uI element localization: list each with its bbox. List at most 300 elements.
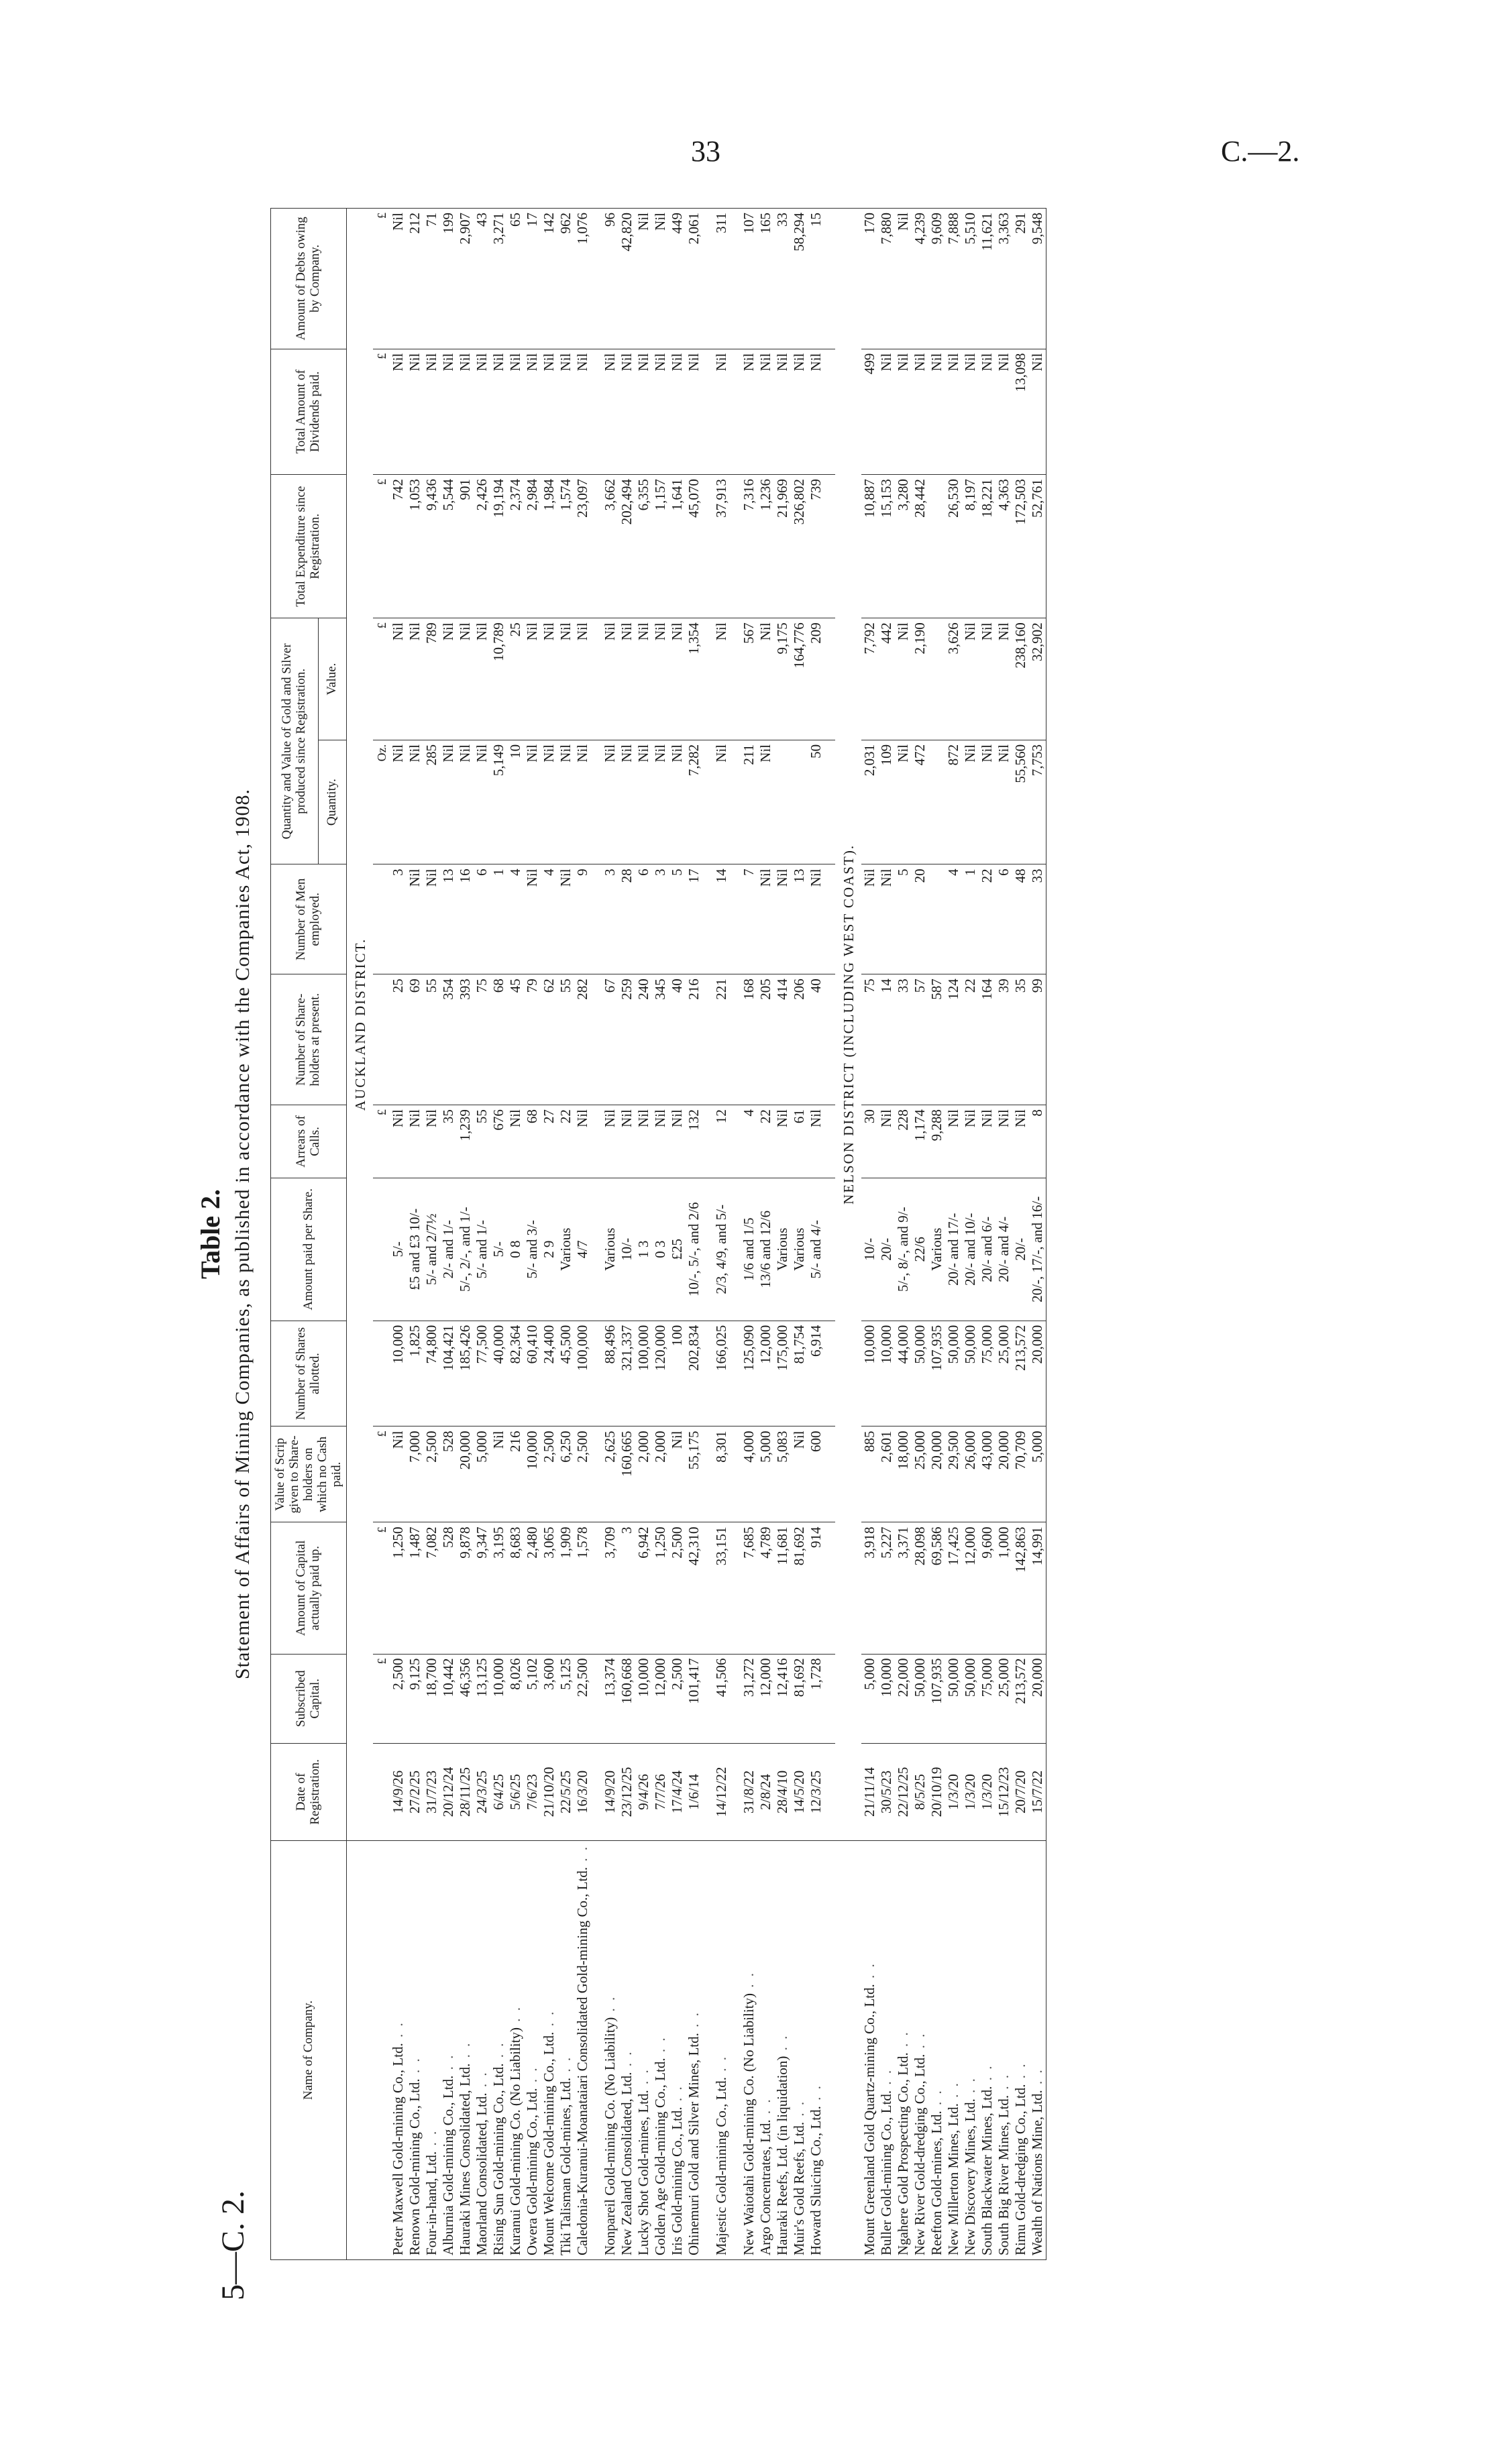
company-name: Caledonia-Kuranui-Moanataiari Consolidated Gold-mining Co., Ltd. . . xyxy=(574,1840,591,2259)
cell-quantity: 10 xyxy=(507,740,524,864)
cell-holders: 45 xyxy=(507,974,524,1105)
cell-holders: 75 xyxy=(474,974,490,1105)
cell-shares: 185,426 xyxy=(457,1321,474,1426)
cell-shares: 6,914 xyxy=(808,1321,824,1426)
cell-scrip: 5,083 xyxy=(774,1426,791,1522)
cell-dividends: 499 xyxy=(861,349,878,475)
company-name: Muir's Gold Reefs, Ltd. . . xyxy=(791,1840,808,2259)
cell-dividends: Nil xyxy=(791,349,808,475)
cell-expenditure: 9,436 xyxy=(423,475,440,618)
cell-dividends: Nil xyxy=(474,349,490,475)
dot-leader: . . xyxy=(574,1844,591,1867)
cell-debts: 65 xyxy=(507,209,524,349)
cell-expenditure: 202,494 xyxy=(618,475,635,618)
cell-holders: 221 xyxy=(713,974,730,1105)
cell-men: 9 xyxy=(574,864,591,974)
unit-arrears: £ xyxy=(373,1105,390,1178)
col-expenditure: Total Expenditure since Registration. xyxy=(271,475,347,618)
cell-date: 20/12/24 xyxy=(440,1743,457,1840)
cell-arrears: Nil xyxy=(669,1105,686,1178)
cell-per-share: 20/- and 6/- xyxy=(979,1178,996,1321)
spacer-cell xyxy=(824,1654,835,1743)
cell-date: 1/3/20 xyxy=(979,1743,996,1840)
spacer-cell xyxy=(730,1321,741,1426)
cell-paid-up: 1,578 xyxy=(574,1522,591,1654)
cell-debts: 71 xyxy=(423,209,440,349)
cell-men: 22 xyxy=(979,864,996,974)
cell-value: Nil xyxy=(757,618,774,740)
cell-per-share: Various xyxy=(791,1178,808,1321)
cell-men: 3 xyxy=(602,864,618,974)
cell-value: 10,789 xyxy=(490,618,507,740)
cell-arrears: Nil xyxy=(602,1105,618,1178)
cell-date: 24/3/25 xyxy=(474,1743,490,1840)
cell-shares: 45,500 xyxy=(557,1321,574,1426)
cell-paid-up: 9,347 xyxy=(474,1522,490,1654)
cell-per-share: Various xyxy=(774,1178,791,1321)
cell-subscribed: 8,026 xyxy=(507,1654,524,1743)
cell-debts: 3,363 xyxy=(996,209,1012,349)
spacer-cell xyxy=(702,864,713,974)
cell-shares: 10,000 xyxy=(861,1321,878,1426)
cell-scrip: Nil xyxy=(390,1426,407,1522)
cell-quantity: Nil xyxy=(669,740,686,864)
cell-paid-up: 9,600 xyxy=(979,1522,996,1654)
dot-leader: . . xyxy=(457,2041,474,2064)
company-name: South Big River Mines, Ltd. . . xyxy=(996,1840,1012,2259)
cell-holders: 67 xyxy=(602,974,618,1105)
cell-debts: 107 xyxy=(741,209,757,349)
cell-debts: 199 xyxy=(440,209,457,349)
cell-scrip: 2,500 xyxy=(541,1426,557,1522)
table-row xyxy=(635,209,652,2260)
cell-scrip: 885 xyxy=(861,1426,878,1522)
unit-men xyxy=(373,864,390,974)
company-name: Ngahere Gold Prospecting Co., Ltd. . . xyxy=(895,1840,912,2259)
cell-scrip: 20,000 xyxy=(996,1426,1012,1522)
dot-leader: . . xyxy=(669,2084,686,2107)
spacer-cell xyxy=(824,618,835,740)
cell-dividends: Nil xyxy=(407,349,423,475)
cell-arrears: Nil xyxy=(878,1105,895,1178)
cell-men: 6 xyxy=(996,864,1012,974)
dot-leader: . . xyxy=(878,2068,895,2090)
cell-debts: 3,271 xyxy=(490,209,507,349)
cell-value: 25 xyxy=(507,618,524,740)
cell-value: Nil xyxy=(996,618,1012,740)
table-row xyxy=(557,209,574,2260)
cell-date: 30/5/23 xyxy=(878,1743,895,1840)
cell-value: 9,175 xyxy=(774,618,791,740)
cell-dividends: Nil xyxy=(507,349,524,475)
cell-shares: 77,500 xyxy=(474,1321,490,1426)
spacer-cell xyxy=(591,349,602,475)
cell-per-share: £25 xyxy=(669,1178,686,1321)
cell-holders: 168 xyxy=(741,974,757,1105)
cell-expenditure: 10,887 xyxy=(861,475,878,618)
col-debts: Amount of Debts owing by Company. xyxy=(271,209,347,349)
cell-date: 31/7/23 xyxy=(423,1743,440,1840)
cell-date: 20/7/20 xyxy=(1012,1743,1029,1840)
spacer-cell xyxy=(591,1840,602,2259)
spacer-cell xyxy=(730,1178,741,1321)
cell-shares: 50,000 xyxy=(912,1321,928,1426)
company-name: New Waiotahi Gold-mining Co. (No Liability) . . xyxy=(741,1840,757,2259)
cell-date: 14/12/22 xyxy=(713,1743,730,1840)
cell-shares: 100,000 xyxy=(574,1321,591,1426)
cell-per-share: 20/- and 4/- xyxy=(996,1178,1012,1321)
cell-men: 33 xyxy=(1029,864,1046,974)
cell-expenditure: 901 xyxy=(457,475,474,618)
cell-quantity: Nil xyxy=(635,740,652,864)
cell-date: 16/3/20 xyxy=(574,1743,591,1840)
cell-date: 7/6/23 xyxy=(524,1743,541,1840)
cell-dividends: Nil xyxy=(635,349,652,475)
cell-quantity: Nil xyxy=(541,740,557,864)
cell-quantity xyxy=(774,740,791,864)
cell-shares: 120,000 xyxy=(652,1321,669,1426)
district-heading-row xyxy=(347,209,374,2260)
cell-dividends: Nil xyxy=(962,349,979,475)
spacer-cell xyxy=(730,475,741,618)
page-reference: C.—2. xyxy=(1221,135,1300,168)
table-row xyxy=(861,209,878,2260)
cell-expenditure: 1,574 xyxy=(557,475,574,618)
cell-scrip: 8,301 xyxy=(713,1426,730,1522)
cell-holders: 25 xyxy=(390,974,407,1105)
cell-debts: 962 xyxy=(557,209,574,349)
dot-leader: . . xyxy=(652,2035,669,2058)
cell-scrip: 2,601 xyxy=(878,1426,895,1522)
cell-date: 14/9/26 xyxy=(390,1743,407,1840)
col-per-share: Amount paid per Share. xyxy=(271,1178,347,1321)
cell-subscribed: 31,272 xyxy=(741,1654,757,1743)
table-row xyxy=(474,209,490,2260)
cell-men: Nil xyxy=(407,864,423,974)
district-heading-auckland: AUCKLAND DISTRICT. xyxy=(347,209,374,1841)
company-name: Reefton Gold-mines, Ltd. . . xyxy=(928,1840,945,2259)
cell-expenditure xyxy=(928,475,945,618)
cell-date: 6/4/25 xyxy=(490,1743,507,1840)
cell-holders: 35 xyxy=(1012,974,1029,1105)
cell-arrears: Nil xyxy=(945,1105,962,1178)
cell-debts: Nil xyxy=(652,209,669,349)
cell-paid-up: 142,863 xyxy=(1012,1522,1029,1654)
table-row xyxy=(791,209,808,2260)
cell-expenditure: 1,984 xyxy=(541,475,557,618)
cell-arrears: Nil xyxy=(962,1105,979,1178)
cell-paid-up: 3,195 xyxy=(490,1522,507,1654)
cell-men: 1 xyxy=(490,864,507,974)
cell-subscribed: 5,000 xyxy=(861,1654,878,1743)
cell-value: Nil xyxy=(524,618,541,740)
cell-shares: 40,000 xyxy=(490,1321,507,1426)
unit-subscribed: £ xyxy=(373,1654,390,1743)
dot-leader: . . xyxy=(635,2068,652,2090)
dot-leader: . . xyxy=(791,2099,808,2122)
cell-paid-up: 1,487 xyxy=(407,1522,423,1654)
spacer-cell xyxy=(824,1105,835,1178)
company-name: Lucky Shot Gold-mines, Ltd. . . xyxy=(635,1840,652,2259)
dot-leader: . . xyxy=(686,2011,702,2033)
cell-shares: 81,754 xyxy=(791,1321,808,1426)
cell-date: 7/7/26 xyxy=(652,1743,669,1840)
dot-leader: . . xyxy=(945,2081,962,2104)
company-name: Rising Sun Gold-mining Co., Ltd. . . xyxy=(490,1840,507,2259)
cell-debts: 96 xyxy=(602,209,618,349)
cell-dividends: Nil xyxy=(557,349,574,475)
cell-paid-up: 4,789 xyxy=(757,1522,774,1654)
cell-dividends: Nil xyxy=(686,349,702,475)
col-scrip: Value of Scrip given to Share-holders on which no Cash paid. xyxy=(271,1426,347,1522)
cell-debts: 33 xyxy=(774,209,791,349)
cell-value: Nil xyxy=(474,618,490,740)
cell-subscribed: 3,600 xyxy=(541,1654,557,1743)
cell-men: Nil xyxy=(808,864,824,974)
district-spacer xyxy=(835,1840,861,2259)
cell-holders: 40 xyxy=(808,974,824,1105)
cell-dividends: Nil xyxy=(912,349,928,475)
table-row xyxy=(457,209,474,2260)
cell-subscribed: 12,000 xyxy=(757,1654,774,1743)
table-row xyxy=(928,209,945,2260)
cell-men: 6 xyxy=(635,864,652,974)
cell-subscribed: 20,000 xyxy=(1029,1654,1046,1743)
cell-subscribed: 107,935 xyxy=(928,1654,945,1743)
cell-dividends: Nil xyxy=(524,349,541,475)
cell-value: Nil xyxy=(635,618,652,740)
cell-arrears: Nil xyxy=(996,1105,1012,1178)
cell-dividends: Nil xyxy=(669,349,686,475)
cell-shares: 44,000 xyxy=(895,1321,912,1426)
cell-value: Nil xyxy=(962,618,979,740)
cell-expenditure: 1,053 xyxy=(407,475,423,618)
cell-expenditure: 1,157 xyxy=(652,475,669,618)
spacer-row xyxy=(730,209,741,2260)
cell-men: 14 xyxy=(713,864,730,974)
cell-shares: 25,000 xyxy=(996,1321,1012,1426)
cell-quantity: 7,753 xyxy=(1029,740,1046,864)
unit-date xyxy=(373,1743,390,1840)
cell-debts: 165 xyxy=(757,209,774,349)
cell-per-share: 5/-, 2/-, and 1/- xyxy=(457,1178,474,1321)
cell-holders: 206 xyxy=(791,974,808,1105)
cell-paid-up: 11,681 xyxy=(774,1522,791,1654)
cell-paid-up: 1,000 xyxy=(996,1522,1012,1654)
cell-dividends: Nil xyxy=(895,349,912,475)
cell-paid-up: 2,480 xyxy=(524,1522,541,1654)
dot-leader: . . xyxy=(962,2076,979,2099)
spacer-cell xyxy=(591,1321,602,1426)
cell-quantity xyxy=(791,740,808,864)
spacer-cell xyxy=(591,1522,602,1654)
cell-per-share: 13/6 and 12/6 xyxy=(757,1178,774,1321)
unit-quantity: Oz. xyxy=(373,740,390,864)
cell-dividends: Nil xyxy=(618,349,635,475)
cell-debts: 7,880 xyxy=(878,209,895,349)
cell-quantity: 211 xyxy=(741,740,757,864)
cell-subscribed: 5,102 xyxy=(524,1654,541,1743)
spacer-cell xyxy=(730,1743,741,1840)
cell-shares: 88,496 xyxy=(602,1321,618,1426)
cell-arrears: 27 xyxy=(541,1105,557,1178)
cell-dividends: Nil xyxy=(390,349,407,475)
cell-paid-up: 12,000 xyxy=(962,1522,979,1654)
company-name: Maorland Consolidated, Ltd. . . xyxy=(474,1840,490,2259)
cell-arrears: 55 xyxy=(474,1105,490,1178)
cell-shares: 12,000 xyxy=(757,1321,774,1426)
cell-debts: 4,239 xyxy=(912,209,928,349)
cell-date: 15/12/23 xyxy=(996,1743,1012,1840)
cell-arrears: 8 xyxy=(1029,1105,1046,1178)
cell-date: 1/3/20 xyxy=(945,1743,962,1840)
cell-arrears: 68 xyxy=(524,1105,541,1178)
cell-expenditure: 6,355 xyxy=(635,475,652,618)
cell-debts: 2,907 xyxy=(457,209,474,349)
cell-per-share: 22/6 xyxy=(912,1178,928,1321)
cell-men: 5 xyxy=(669,864,686,974)
cell-date: 28/11/25 xyxy=(457,1743,474,1840)
cell-dividends: 13,098 xyxy=(1012,349,1029,475)
cell-dividends: Nil xyxy=(741,349,757,475)
spacer-cell xyxy=(702,1105,713,1178)
cell-paid-up: 1,909 xyxy=(557,1522,574,1654)
cell-scrip: 7,000 xyxy=(407,1426,423,1522)
cell-quantity: Nil xyxy=(457,740,474,864)
spacer-cell xyxy=(824,864,835,974)
cell-expenditure: 1,641 xyxy=(669,475,686,618)
cell-per-share: 1 3 xyxy=(635,1178,652,1321)
spacer-cell xyxy=(824,1426,835,1522)
company-name: New Discovery Mines, Ltd. . . xyxy=(962,1840,979,2259)
cell-per-share: 20/- and 10/- xyxy=(962,1178,979,1321)
col-gold-group: Quantity and Value of Gold and Silver produced since Registration. xyxy=(271,618,319,864)
rotated-table-region xyxy=(195,208,1308,2260)
dot-leader: . . xyxy=(774,2033,791,2056)
company-name: Tiki Talisman Gold-mines, Ltd. . . xyxy=(557,1840,574,2259)
cell-holders: 62 xyxy=(541,974,557,1105)
cell-quantity: Nil xyxy=(602,740,618,864)
cell-men: 13 xyxy=(440,864,457,974)
cell-paid-up: 2,500 xyxy=(669,1522,686,1654)
spacer-cell xyxy=(591,618,602,740)
company-name: Argo Concentrates, Ltd. . . xyxy=(757,1840,774,2259)
cell-dividends: Nil xyxy=(713,349,730,475)
cell-date: 12/3/25 xyxy=(808,1743,824,1840)
cell-date: 14/5/20 xyxy=(791,1743,808,1840)
spacer-row xyxy=(591,209,602,2260)
cell-value: Nil xyxy=(713,618,730,740)
cell-subscribed: 160,668 xyxy=(618,1654,635,1743)
cell-dividends: Nil xyxy=(878,349,895,475)
cell-per-share: 5/- and 4/- xyxy=(808,1178,824,1321)
spacer-cell xyxy=(730,1426,741,1522)
cell-value: 32,902 xyxy=(1029,618,1046,740)
spacer-cell xyxy=(591,740,602,864)
company-name: Majestic Gold-mining Co., Ltd. . . xyxy=(713,1840,730,2259)
cell-per-share: Various xyxy=(557,1178,574,1321)
cell-expenditure: 7,316 xyxy=(741,475,757,618)
cell-holders: 68 xyxy=(490,974,507,1105)
cell-shares: 100,000 xyxy=(635,1321,652,1426)
cell-men: Nil xyxy=(524,864,541,974)
cell-per-share: 10/- xyxy=(618,1178,635,1321)
company-name: Alburnia Gold-mining Co., Ltd. . . xyxy=(440,1840,457,2259)
cell-value xyxy=(928,618,945,740)
cell-value: Nil xyxy=(979,618,996,740)
cell-arrears: 228 xyxy=(895,1105,912,1178)
cell-per-share: 2 9 xyxy=(541,1178,557,1321)
unit-debts: £ xyxy=(373,209,390,349)
cell-date: 27/2/25 xyxy=(407,1743,423,1840)
cell-arrears: Nil xyxy=(390,1105,407,1178)
dot-leader: . . xyxy=(861,1962,878,1984)
col-name: Name of Company. xyxy=(271,1840,347,2259)
cell-shares: 10,000 xyxy=(390,1321,407,1426)
cell-dividends: Nil xyxy=(440,349,457,475)
cell-expenditure: 2,984 xyxy=(524,475,541,618)
dot-leader: . . xyxy=(928,2088,945,2111)
cell-quantity: Nil xyxy=(895,740,912,864)
cell-scrip: 216 xyxy=(507,1426,524,1522)
cell-shares: 125,090 xyxy=(741,1321,757,1426)
cell-value: 2,190 xyxy=(912,618,928,740)
cell-date: 5/6/25 xyxy=(507,1743,524,1840)
cell-holders: 55 xyxy=(557,974,574,1105)
dot-leader: . . xyxy=(474,2070,490,2093)
cell-shares: 1,825 xyxy=(407,1321,423,1426)
cell-quantity: Nil xyxy=(962,740,979,864)
cell-arrears: 12 xyxy=(713,1105,730,1178)
cell-paid-up: 9,878 xyxy=(457,1522,474,1654)
col-shares: Number of Shares allotted. xyxy=(271,1321,347,1426)
spacer-cell xyxy=(730,864,741,974)
cell-arrears: 132 xyxy=(686,1105,702,1178)
cell-dividends: Nil xyxy=(945,349,962,475)
spacer-cell xyxy=(824,349,835,475)
cell-paid-up: 28,098 xyxy=(912,1522,928,1654)
spacer-cell xyxy=(702,1743,713,1840)
cell-date: 1/6/14 xyxy=(686,1743,702,1840)
company-name: South Blackwater Mines, Ltd. . . xyxy=(979,1840,996,2259)
cell-dividends: Nil xyxy=(652,349,669,475)
cell-paid-up: 6,942 xyxy=(635,1522,652,1654)
table-row xyxy=(741,209,757,2260)
cell-paid-up: 914 xyxy=(808,1522,824,1654)
cell-scrip: 2,500 xyxy=(574,1426,591,1522)
cell-subscribed: 2,500 xyxy=(669,1654,686,1743)
cell-quantity: Nil xyxy=(979,740,996,864)
table-row xyxy=(774,209,791,2260)
cell-value: Nil xyxy=(895,618,912,740)
unit-holders xyxy=(373,974,390,1105)
cell-per-share: 20/- xyxy=(1012,1178,1029,1321)
cell-dividends: Nil xyxy=(996,349,1012,475)
cell-date: 20/10/19 xyxy=(928,1743,945,1840)
cell-arrears: Nil xyxy=(635,1105,652,1178)
cell-dividends: Nil xyxy=(541,349,557,475)
company-name: New Millerton Mines, Ltd. . . xyxy=(945,1840,962,2259)
spacer-cell xyxy=(591,864,602,974)
spacer-cell xyxy=(824,740,835,864)
cell-subscribed: 13,125 xyxy=(474,1654,490,1743)
company-name: Kuranui Gold-mining Co. (No Liability) . . xyxy=(507,1840,524,2259)
cell-arrears: Nil xyxy=(979,1105,996,1178)
cell-subscribed: 18,700 xyxy=(423,1654,440,1743)
cell-arrears: Nil xyxy=(407,1105,423,1178)
cell-scrip: 2,500 xyxy=(423,1426,440,1522)
cell-quantity: Nil xyxy=(996,740,1012,864)
